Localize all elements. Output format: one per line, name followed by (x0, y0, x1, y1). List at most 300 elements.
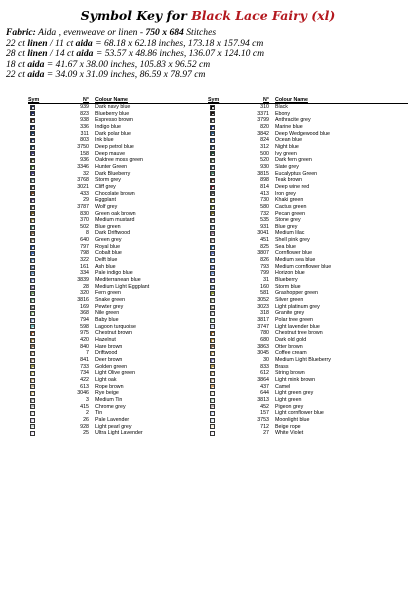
colour-name: Otter brown (275, 343, 303, 350)
symbol-cell (28, 285, 54, 290)
symbol-cell (208, 118, 234, 123)
colour-swatch-icon (210, 265, 215, 270)
colour-name: Polar tree green (275, 317, 313, 323)
colour-name: Pigeon grey (275, 403, 304, 410)
thread-number: 31 (263, 277, 269, 284)
title-prefix: Symbol Key for (80, 8, 187, 23)
colour-swatch-icon (210, 165, 215, 170)
thread-number: 413 (260, 190, 269, 197)
thread-number: 841 (80, 356, 89, 363)
colour-swatch-icon (30, 231, 35, 236)
colour-swatch-icon (210, 285, 215, 290)
thread-number: 334 (80, 270, 89, 277)
colour-swatch-icon (30, 398, 35, 403)
symbol-cell (28, 105, 54, 110)
table-row (208, 417, 408, 424)
symbol-cell (208, 158, 234, 163)
table-row (208, 171, 408, 178)
symbol-cell (28, 145, 54, 150)
thread-number: 3807 (257, 250, 269, 257)
thread-number: 3813 (257, 396, 269, 403)
colour-name: Deep Wedgewood blue (275, 130, 330, 137)
colour-name: Ivy green (275, 150, 297, 157)
colour-swatch-icon (30, 431, 35, 436)
table-row (208, 224, 408, 231)
symbol-cell (28, 265, 54, 270)
symbol-cell (208, 211, 234, 216)
table-row (28, 217, 228, 224)
table-row (28, 424, 228, 431)
table-row (208, 304, 408, 311)
colour-name: Camel (275, 383, 291, 390)
colour-swatch-icon (30, 318, 35, 323)
thread-number: 312 (260, 143, 269, 150)
colour-swatch-icon (30, 138, 35, 143)
colour-swatch-icon (210, 278, 215, 283)
colour-name: White Violet (275, 430, 304, 437)
thread-number: 520 (260, 157, 269, 164)
thread-number: 793 (260, 263, 269, 270)
table-row (208, 377, 408, 384)
thread-number: 3041 (257, 230, 269, 237)
colour-name: Brass (275, 363, 289, 370)
thread-number: 368 (80, 310, 89, 317)
table-row (28, 157, 228, 164)
table-row (208, 364, 408, 371)
colour-name: Ink blue (95, 137, 114, 144)
colour-swatch-icon (210, 198, 215, 203)
thread-number: 640 (80, 237, 89, 244)
thread-number: 370 (80, 217, 89, 224)
table-row (28, 364, 228, 371)
symbol-cell (208, 185, 234, 190)
colour-swatch-icon (210, 211, 215, 216)
symbol-cell (208, 418, 234, 423)
colour-name: Deer brown (95, 356, 123, 363)
symbol-cell (28, 424, 54, 429)
symbol-cell (28, 211, 54, 216)
colour-name: Chestnut brown (95, 330, 133, 337)
colour-swatch-icon (210, 298, 215, 303)
table-row (208, 384, 408, 391)
symbol-cell (28, 404, 54, 409)
colour-name: Medium mustard (95, 217, 135, 224)
colour-swatch-icon (210, 138, 215, 143)
colour-swatch-icon (210, 351, 215, 356)
colour-name: Khaki green (275, 197, 304, 204)
colour-name: Light pearl grey (95, 423, 132, 430)
colour-swatch-icon (210, 305, 215, 310)
table-row (208, 191, 408, 198)
symbol-cell (28, 138, 54, 143)
symbol-cell (28, 371, 54, 376)
name-header: Colour Name (275, 97, 308, 103)
symbol-cell (28, 225, 54, 230)
colour-name: Shell pink grey (275, 237, 310, 244)
size-line: 28 ct linen / 14 ct aida = 53.57 x 48.86 inches, 136.07 x 124.10 cm (6, 48, 265, 59)
symbol-cell (28, 318, 54, 323)
table-row (28, 284, 228, 291)
colour-swatch-icon (30, 278, 35, 283)
colour-name: Nile green (95, 310, 120, 317)
thread-number: 169 (80, 303, 89, 310)
colour-name: Light cornflower blue (275, 410, 324, 417)
colour-name: Dark old gold (275, 336, 307, 343)
thread-number: 580 (260, 203, 269, 210)
symbol-cell (208, 231, 234, 236)
colour-name: Espresso brown (95, 117, 133, 124)
thread-number: 826 (260, 257, 269, 264)
colour-name: Cobalt blue (95, 250, 122, 257)
colour-swatch-icon (210, 205, 215, 210)
colour-swatch-icon (30, 411, 35, 416)
colour-swatch-icon (30, 165, 35, 170)
colour-name: Stone grey (275, 217, 301, 224)
symbol-cell (28, 111, 54, 116)
colour-swatch-icon (30, 198, 35, 203)
symbol-cell (208, 371, 234, 376)
symbol-cell (208, 111, 234, 116)
colour-swatch-icon (210, 118, 215, 123)
thread-number: 451 (260, 237, 269, 244)
thread-number: 798 (80, 250, 89, 257)
table-row (28, 250, 228, 257)
symbol-cell (208, 205, 234, 210)
symbol-cell (28, 351, 54, 356)
pattern-name: Black Lace Fairy (xl) (191, 8, 336, 23)
colour-swatch-icon (30, 125, 35, 130)
table-row (208, 211, 408, 218)
colour-name: Blueberry blue (95, 110, 130, 117)
colour-table-left (28, 97, 228, 437)
table-row (208, 157, 408, 164)
colour-swatch-icon (210, 431, 215, 436)
table-header (208, 97, 408, 104)
table-row (28, 277, 228, 284)
symbol-cell (208, 145, 234, 150)
thread-number: 433 (80, 190, 89, 197)
table-row (28, 430, 228, 437)
colour-swatch-icon (210, 185, 215, 190)
symbol-cell (208, 238, 234, 243)
symbol-cell (208, 431, 234, 436)
table-row (208, 337, 408, 344)
colour-swatch-icon (30, 305, 35, 310)
symbol-cell (28, 384, 54, 389)
table-row (28, 237, 228, 244)
thread-number: 29 (83, 197, 89, 204)
colour-swatch-icon (210, 344, 215, 349)
num-header: N° (83, 97, 89, 103)
symbol-cell (28, 198, 54, 203)
colour-swatch-icon (210, 105, 215, 110)
colour-swatch-icon (30, 351, 35, 356)
thread-number: 612 (260, 370, 269, 377)
table-row (28, 317, 228, 324)
colour-swatch-icon (30, 378, 35, 383)
symbol-cell (208, 344, 234, 349)
colour-name: Silver green (275, 297, 304, 304)
colour-swatch-icon (210, 378, 215, 383)
thread-number: 3750 (77, 143, 89, 150)
thread-number: 780 (260, 330, 269, 337)
colour-swatch-icon (30, 371, 35, 376)
sym-header: Sym (28, 96, 40, 103)
colour-swatch-icon (30, 251, 35, 256)
thread-number: 3052 (257, 297, 269, 304)
colour-name: Blue grey (275, 223, 298, 230)
colour-swatch-icon (210, 424, 215, 429)
table-row (28, 124, 228, 131)
colour-swatch-icon (30, 145, 35, 150)
table-row (28, 264, 228, 271)
colour-swatch-icon (210, 404, 215, 409)
symbol-cell (208, 178, 234, 183)
colour-name: Chocolate brown (95, 190, 135, 197)
colour-swatch-icon (30, 171, 35, 176)
table-row (208, 317, 408, 324)
colour-name: Light green (275, 396, 302, 403)
name-header: Colour Name (95, 97, 128, 103)
symbol-cell (208, 324, 234, 329)
colour-name: Beige rope (275, 423, 301, 430)
table-row (208, 277, 408, 284)
colour-name: Deep petrol blue (95, 143, 134, 150)
thread-number: 157 (260, 410, 269, 417)
symbol-cell (28, 205, 54, 210)
symbol-cell (28, 378, 54, 383)
colour-swatch-icon (210, 125, 215, 130)
symbol-cell (208, 384, 234, 389)
symbol-key-title (0, 8, 416, 23)
symbol-cell (208, 305, 234, 310)
table-row (208, 270, 408, 277)
table-row (28, 117, 228, 124)
colour-swatch-icon (30, 111, 35, 116)
table-row (208, 164, 408, 171)
table-row (28, 357, 228, 364)
colour-name: Horizon blue (275, 270, 305, 277)
colour-name: Black (275, 104, 288, 110)
table-row (28, 377, 228, 384)
thread-number: 928 (80, 423, 89, 430)
colour-name: Hare brown (95, 343, 123, 350)
symbol-cell (208, 358, 234, 363)
colour-name: Marine blue (275, 123, 303, 130)
colour-name: Pecan green (275, 210, 306, 217)
table-row (28, 417, 228, 424)
thread-number: 25 (83, 430, 89, 437)
colour-name: Chestnut tree brown (275, 330, 323, 337)
table-row (208, 217, 408, 224)
table-row (28, 257, 228, 264)
table-row (28, 290, 228, 297)
num-header: N° (263, 97, 269, 103)
thread-number: 898 (260, 177, 269, 184)
colour-name: Rope brown (95, 383, 124, 390)
colour-swatch-icon (210, 231, 215, 236)
colour-name: Dark navy blue (95, 104, 131, 110)
colour-swatch-icon (30, 258, 35, 263)
colour-swatch-icon (30, 358, 35, 363)
table-row (208, 151, 408, 158)
fabric-types: Aida , evenweave or linen - (35, 27, 146, 38)
colour-swatch-icon (30, 391, 35, 396)
colour-swatch-icon (210, 364, 215, 369)
symbol-cell (28, 151, 54, 156)
symbol-cell (28, 271, 54, 276)
thread-number: 680 (260, 336, 269, 343)
thread-number: 734 (80, 370, 89, 377)
colour-swatch-icon (30, 131, 35, 136)
thread-number: 30 (263, 356, 269, 363)
symbol-cell (28, 324, 54, 329)
table-row (208, 230, 408, 237)
colour-swatch-icon (210, 238, 215, 243)
symbol-cell (28, 191, 54, 196)
colour-swatch-icon (210, 391, 215, 396)
thread-number: 825 (260, 243, 269, 250)
thread-number: 712 (260, 423, 269, 430)
symbol-cell (28, 364, 54, 369)
colour-name: Driftwood (95, 350, 118, 357)
symbol-cell (208, 105, 234, 110)
thread-number: 322 (80, 257, 89, 264)
symbol-cell (208, 311, 234, 316)
colour-swatch-icon (30, 291, 35, 296)
thread-number: 500 (260, 150, 269, 157)
thread-number: 3839 (77, 277, 89, 284)
colour-swatch-icon (30, 311, 35, 316)
colour-name: Hazelnut (95, 336, 116, 343)
table-row (208, 290, 408, 297)
colour-name: Dark Driftwood (95, 230, 131, 237)
colour-name: Golden green (95, 363, 128, 370)
table-row (28, 344, 228, 351)
thread-number: 598 (80, 323, 89, 330)
table-row (28, 390, 228, 397)
thread-number: 415 (80, 403, 89, 410)
symbol-cell (28, 411, 54, 416)
colour-swatch-icon (30, 245, 35, 250)
thread-number: 833 (260, 363, 269, 370)
colour-name: Chrome grey (95, 403, 126, 410)
symbol-cell (28, 305, 54, 310)
thread-number: 797 (80, 243, 89, 250)
colour-name: Blueberry (275, 277, 298, 284)
table-row (28, 384, 228, 391)
symbol-cell (208, 391, 234, 396)
colour-swatch-icon (30, 324, 35, 329)
thread-number: 613 (80, 383, 89, 390)
thread-number: 3 (86, 396, 89, 403)
table-row (28, 230, 228, 237)
table-row (28, 177, 228, 184)
symbol-cell (208, 225, 234, 230)
thread-number: 840 (80, 343, 89, 350)
size-line: 22 ct aida = 34.09 x 31.09 inches, 86.59 x 78.97 cm (6, 69, 206, 80)
colour-swatch-icon (210, 111, 215, 116)
table-row (208, 264, 408, 271)
symbol-cell (28, 185, 54, 190)
thread-number: 452 (260, 403, 269, 410)
colour-name: Grashopper green (275, 290, 318, 297)
symbol-cell (208, 251, 234, 256)
colour-name: Medium cornflower blue (275, 263, 332, 270)
symbol-cell (28, 178, 54, 183)
table-row (208, 404, 408, 411)
colour-swatch-icon (210, 245, 215, 250)
colour-name: Ash blue (95, 263, 116, 270)
thread-number: 2 (86, 410, 89, 417)
symbol-cell (28, 311, 54, 316)
colour-table-right (208, 97, 408, 437)
thread-number: 336 (80, 123, 89, 130)
table-row (208, 124, 408, 131)
colour-name: Snake green (95, 297, 126, 304)
symbol-cell (208, 171, 234, 176)
colour-swatch-icon (210, 311, 215, 316)
size-line: 18 ct aida = 41.67 x 38.00 inches, 105.83 x 96.52 cm (6, 58, 211, 70)
table-row (208, 297, 408, 304)
symbol-cell (28, 158, 54, 163)
table-row (28, 324, 228, 331)
colour-swatch-icon (30, 404, 35, 409)
thread-number: 310 (260, 104, 269, 110)
table-row (208, 104, 408, 111)
thread-number: 158 (80, 150, 89, 157)
table-header (28, 97, 228, 104)
colour-name: Iron grey (275, 190, 296, 197)
table-row (208, 177, 408, 184)
thread-number: 803 (80, 137, 89, 144)
thread-number: 311 (80, 130, 89, 137)
table-row (28, 131, 228, 138)
colour-swatch-icon (210, 151, 215, 156)
thread-number: 320 (80, 290, 89, 297)
colour-name: Cornflower blue (275, 250, 313, 257)
symbol-cell (208, 218, 234, 223)
thread-number: 3046 (77, 390, 89, 397)
colour-name: Light lavender blue (275, 323, 320, 330)
symbol-cell (28, 291, 54, 296)
colour-swatch-icon (210, 358, 215, 363)
colour-name: Green oak brown (95, 210, 136, 217)
colour-name: Medium Light Eggplant (95, 283, 150, 290)
thread-number: 3864 (257, 376, 269, 383)
colour-name: Medium Tin (95, 396, 123, 403)
colour-name: Dark polar blue (95, 130, 131, 137)
colour-swatch-icon (30, 211, 35, 216)
symbol-cell (28, 165, 54, 170)
colour-name: Wolf grey (95, 203, 118, 210)
thread-number: 3815 (257, 170, 269, 177)
table-row (208, 350, 408, 357)
colour-name: Storm grey (95, 177, 121, 184)
symbol-cell (208, 198, 234, 203)
table-body (208, 104, 408, 437)
colour-name: Light oak (95, 376, 117, 383)
colour-swatch-icon (210, 418, 215, 423)
colour-swatch-icon (30, 118, 35, 123)
fabric-label: Fabric: (6, 27, 36, 38)
thread-number: 8 (86, 230, 89, 237)
thread-number: 160 (260, 283, 269, 290)
symbol-cell (208, 265, 234, 270)
colour-name: Medium Light Blueberry (275, 356, 331, 363)
thread-number: 936 (80, 157, 89, 164)
colour-swatch-icon (210, 225, 215, 230)
